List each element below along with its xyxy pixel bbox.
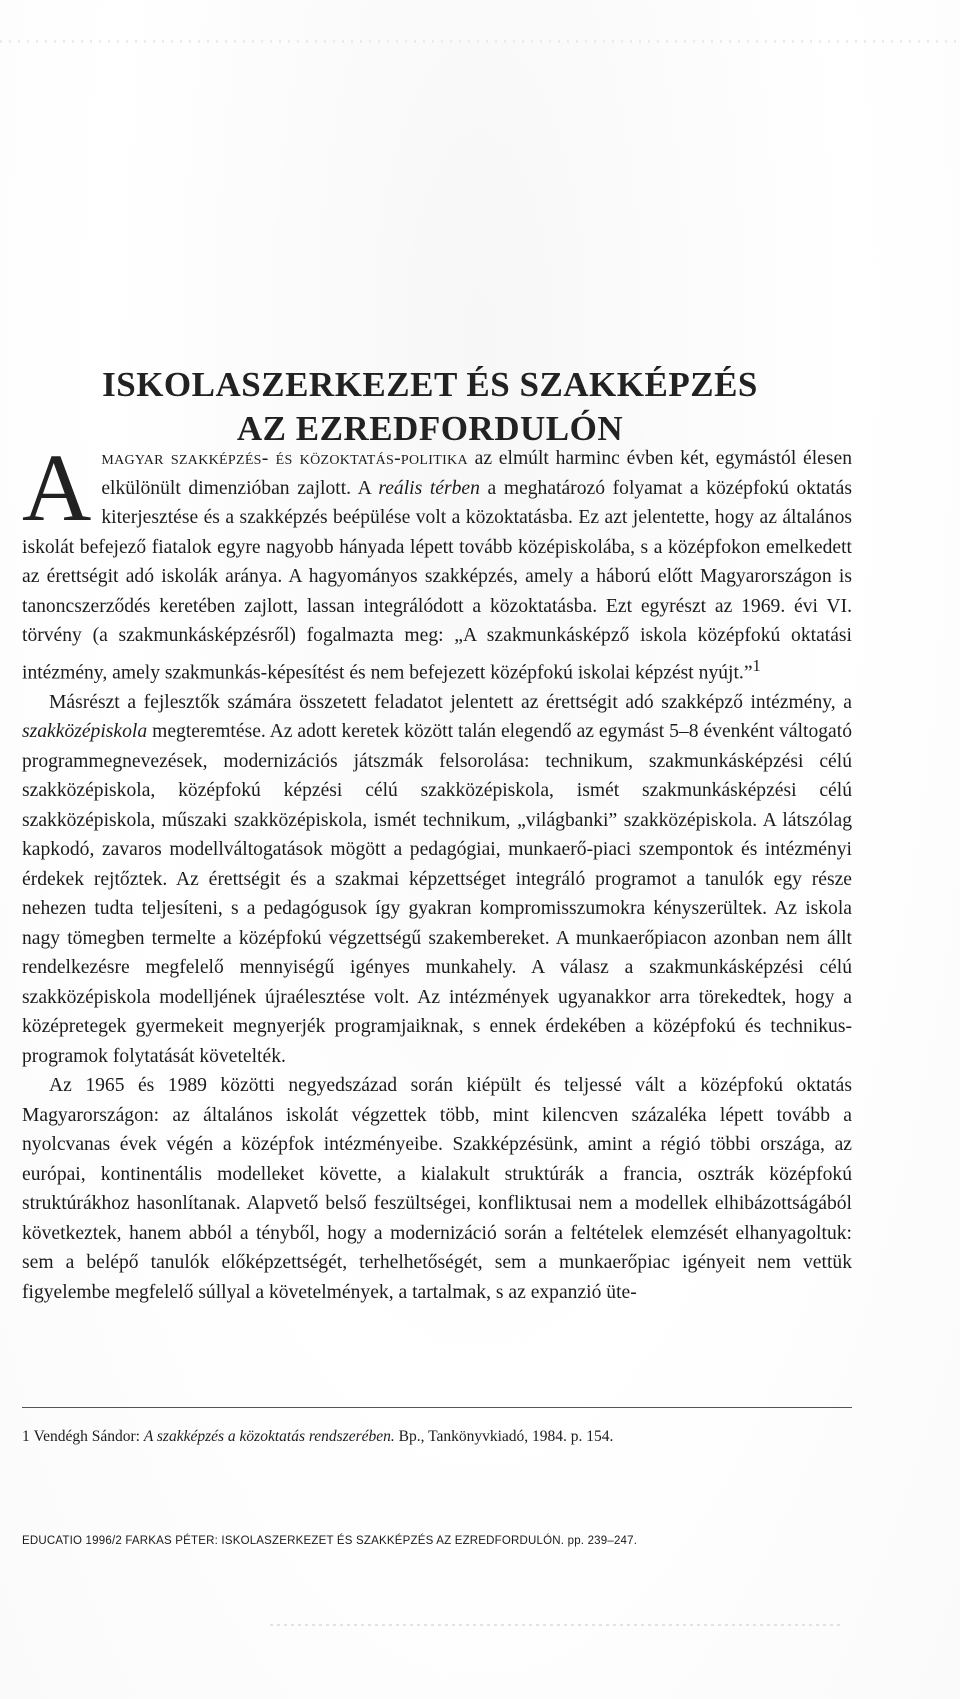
footnote (22, 1427, 852, 1447)
footnote-title: A szakképzés a közoktatás rendszerében. (143, 1428, 395, 1445)
footnote-reference[interactable]: 1 (752, 655, 761, 675)
footnote-rest: Bp., Tankönyvkiadó, 1984. p. 154. (394, 1428, 614, 1445)
paragraph-2 (22, 688, 852, 1072)
article-body (22, 434, 853, 1307)
title-line-2: AZ EZREDFORDULÓN (236, 409, 624, 449)
paragraph-2-text-b: megteremtése. Az adott keretek között talán elegendő az egymást 5–8 évenként váltogató programmegnevezések, modernizációs játszmák felsorolása: technikum, szakmunkásképzési célú szakközépiskola, középfokú képzési célú szakközépiskola, ismét szakmunkásképzési célú szakközépiskola, műszaki szakközépiskola, ismét technikum, „világbanki” szakközépiskola. A látszólag kapkodó, zavaros modellváltogatások mögött a pedagógiai, munkaerő-piaci szempontok és intézményi érdekek rejtőztek. Az érettségit és a szakmai képzettséget integráló programot a tanulók egy része nehezen tudta teljesíteni, s a pedagógusok így gyakran kompromisszumokra kényszerültek. Az iskola nagy tömegben termelte a középfokú végzettségű szakembereket. A munkaerőpiacon azonban nem állt rendelkezésre megfelelő mennyiségű igényes munkahely. A válasz a szakmunkásképzési célú szakközépiskola modelljének újraélesztése volt. Az intézmények ugyanakkor arra törekedtek, hogy a középretegek gyermekeit megnyerjék programjaiknak, s ennek érdekében a középfokú és technikus-programok folytatását követelték. (22, 721, 852, 1067)
scan-noise-bottom (270, 1624, 840, 1626)
footnote-divider (22, 1407, 852, 1408)
article-title (0, 363, 960, 451)
paragraph-2-italic: szakközépiskola (22, 721, 148, 743)
paragraph-3: Az 1965 és 1989 közötti negyedszázad során kiépült és teljessé vált a középfokú oktatás Magyarországon: az általános iskolát végzettek több, mint kilencven százaléka lépett tovább a nyolcvanas évek végén a középfok intézményeibe. Szakképzésünk, amint a régió többi országa, az európai, kontinentális modelleket követte, a kialakult struktúrák a francia, osztrák középfokú struktúrákhoz hasonlítanak. Alapvető belső feszültségei, konfliktusai nem a modellek elhibázottságából következtek, hanem abból a tényből, hogy a modernizáció során a feltételek elemzését elhanyagoltuk: sem a belépő tanulók előképzettségét, terhelhetőségét, sem a munkaerőpiac igényeit nem vettük figyelembe megfelelő súllyal a követelmények, a tartalmak, s az expanzió üte- (22, 1075, 852, 1303)
page-footer: EDUCATIO 1996/2 FARKAS PÉTER: ISKOLASZERKEZET ÉS SZAKKÉPZÉS AZ EZREDFORDULÓN. pp. 239–247. (22, 1535, 638, 1547)
paragraph-1-text-a: az elmúlt harminc évben két, egymástól élesen elkülönült dimenzióban zajlott. A (101, 448, 853, 499)
paragraph-1-text-b: a meghatározó folyamat a középfokú oktatás kiterjesztése és a szakképzés beépülése volt a közoktatásba. Ez azt jelentette, hogy az általános iskolát befejező fiatalok egyre nagyobb hányada lépett tovább középiskolába, s a középfokon emelkedett az érettségit adó iskolák aránya. A hagyományos szakképzés, amely a háború előtt Magyarországon is tanoncszerződés keretében zajlott, lassan integrálódott a közoktatásba. Ezt egyrészt az 1969. évi VI. törvény (a szakmunkásképzésről) fogalmazta meg: „A szakmunkásképző iskola középfokú oktatási intézmény, amely szakmunkás-képesítést és nem befejezett középfokú iskolai képzést nyújt.” (22, 477, 853, 684)
paragraph-1-italic: reális térben (378, 477, 480, 499)
scan-noise-top (0, 40, 960, 43)
lead-smallcaps: magyar szakképzés- és közoktatás-politika (101, 448, 468, 469)
footnote-author: Vendégh Sándor: (33, 1428, 144, 1445)
footnote-number: 1 (22, 1428, 30, 1445)
paragraph-1 (22, 434, 853, 688)
title-line-1: ISKOLASZERKEZET ÉS SZAKKÉPZÉS (102, 365, 758, 405)
paragraph-2-text-a: Másrészt a fejlesztők számára összetett feladatot jelentett az érettségit adó szakképző intézmény, a (49, 691, 852, 713)
drop-cap: A (22, 434, 92, 541)
